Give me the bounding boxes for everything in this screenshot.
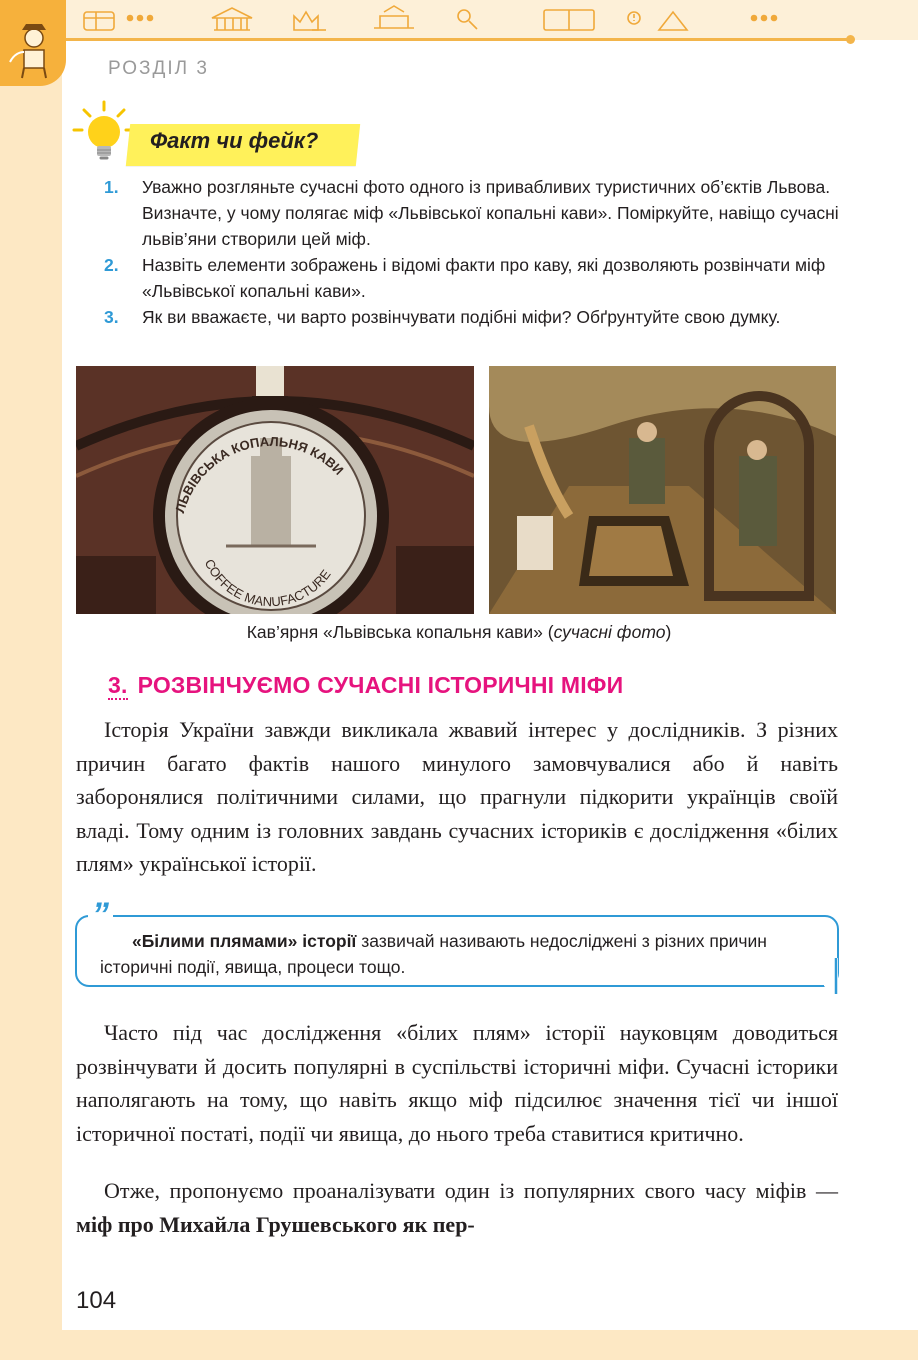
- paragraph-3-bold: міф про Михайла Грушевського як пер-: [76, 1211, 475, 1237]
- body-paragraph-1: Історія України завжди викликала жвавий інтерес у дослідників. З різних причин багато фактів нашого минулого замовчувалися або й навіть заборонялися політичними силами, що прагнули підкорити українців своїй владі. Тому одним із головних завдань сучасних істориків є дослідження «білих плям» української історії.: [76, 717, 838, 876]
- question-number: 1.: [104, 177, 119, 197]
- definition-text: [100, 928, 818, 980]
- question-list: [104, 174, 844, 330]
- caption-end: ): [665, 622, 672, 642]
- fact-box-title: Факт чи фейк?: [150, 128, 319, 153]
- page-number: 104: [76, 1287, 117, 1314]
- coffee-shop-sign-photo: [76, 366, 474, 614]
- caption-italic: сучасні фото: [553, 622, 666, 642]
- section-number: 3.: [108, 672, 128, 698]
- chapter-badge: [0, 0, 66, 86]
- history-icons-strip: [74, 4, 854, 34]
- section-heading: [108, 672, 623, 699]
- question-text: Як ви вважаєте, чи варто розвінчувати подібні міфи? Обґрунтуйте свою думку.: [142, 307, 781, 327]
- list-item: [104, 174, 844, 252]
- caption-text: Кав’ярня «Львівська копальня кави» (: [246, 622, 554, 642]
- question-text: Уважно розгляньте сучасні фото одного із привабливих туристичних об’єктів Львова. Визначте, у чому полягає міф «Львівської копальні кави». Поміркуйте, навіщо сучасні львів’яни створили цей міф.: [142, 177, 839, 249]
- sign-top-text: ЛЬВІВСЬКА КОПАЛЬНЯ КАВИ: [172, 433, 347, 515]
- question-text: Назвіть елементи зображень і відомі факти про каву, які дозволяють розвінчати міф «Львівської копальні кави».: [142, 255, 826, 301]
- coffee-sign-image: [76, 366, 474, 614]
- list-item: [104, 252, 844, 304]
- section-title: РОЗВІНЧУЄМО СУЧАСНІ ІСТОРИЧНІ МІФИ: [137, 672, 624, 698]
- definition-term: «Білими плямами» історії: [132, 931, 357, 951]
- question-number: 3.: [104, 307, 119, 327]
- sign-bottom-text: COFFEE MANUFACTURE: [201, 556, 334, 610]
- explorer-icon: [0, 0, 66, 86]
- definition-box-tail: [822, 958, 840, 998]
- body-paragraph-2: Часто під час дослідження «білих плям» історії науковцям доводиться розвінчувати й досить популярні в суспільстві історичні міфи. Сучасні історики наполягають на тому, що навіть якщо міф підсилює значення тієї чи іншої історичної постаті, події чи явища, до нього треба ставитися критично.: [76, 1020, 838, 1146]
- definition-body: зазвичай називають недосліджені з різних причин історичні події, явища, процеси тощо.: [100, 931, 767, 977]
- coffee-mine-image: [489, 366, 836, 614]
- side-band: [0, 40, 62, 1330]
- body-paragraph-3: [76, 1174, 838, 1241]
- chapter-label: РОЗДІЛ 3: [108, 58, 209, 79]
- coffee-mine-photo: [489, 366, 836, 614]
- paragraph-3-text: Отже, пропонуємо проаналізувати один із популярних свого часу міфів —: [104, 1178, 838, 1203]
- list-item: [104, 304, 844, 330]
- header-rule-dot: [846, 35, 855, 44]
- header-rule: [60, 38, 850, 41]
- footer-band: [0, 1330, 918, 1360]
- question-number: 2.: [104, 255, 119, 275]
- figure-caption: [0, 622, 918, 643]
- quote-icon: ”: [88, 898, 113, 932]
